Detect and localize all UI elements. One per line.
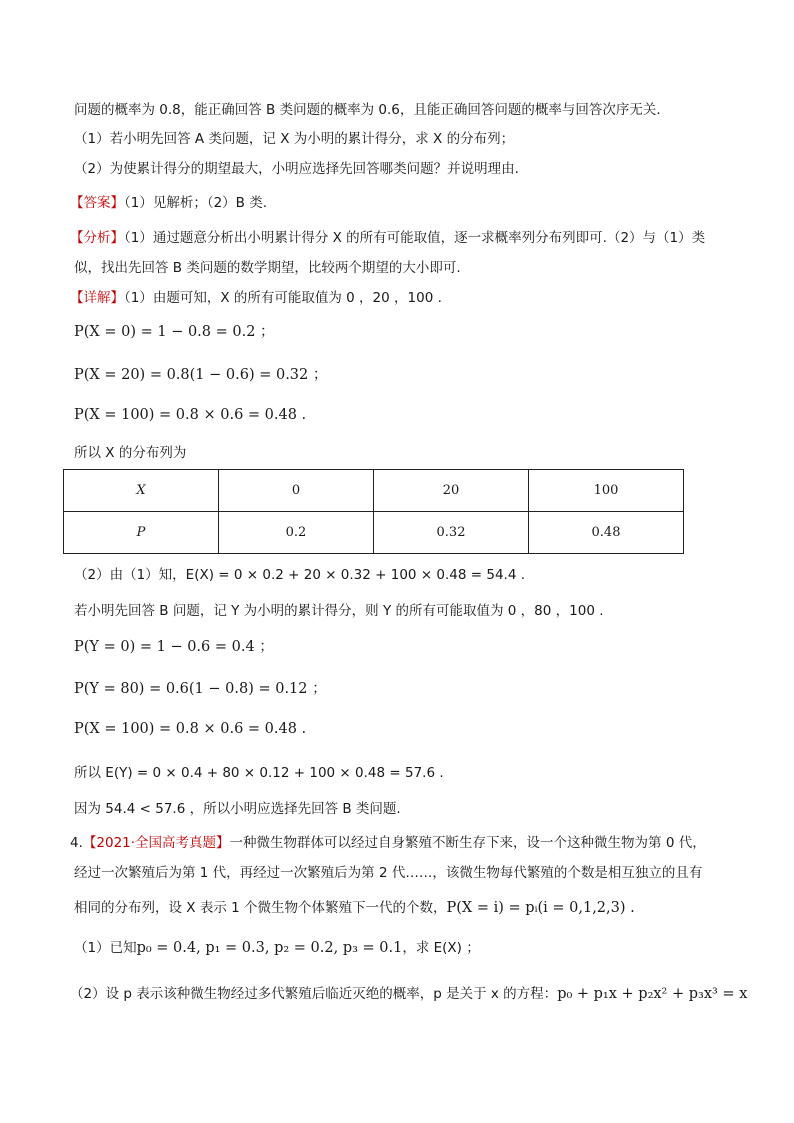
distribution-formula: P(X = i) = pᵢ(i = 0,1,2,3) . — [446, 900, 635, 916]
table-row — [64, 470, 684, 512]
expectation-y: 所以 E(Y) = 0 × 0.4 + 80 × 0.12 + 100 × 0.48 = 57.6 . — [74, 765, 444, 781]
question-4-text-1: 一种微生物群体可以经过自身繁殖不断生存下来，设一个这种微生物为第 0 代， — [229, 835, 706, 851]
equation-formula: p₀ + p₁x + p₂x² + p₃x³ = x — [557, 986, 748, 1002]
analysis-tag: 【分析】 — [70, 230, 124, 246]
table-cell: 0 — [219, 470, 374, 512]
analysis-line-2: 似，找出先回答 B 类问题的数学期望，比较两个期望的大小即可. — [74, 260, 461, 276]
table-row — [64, 512, 684, 554]
question-4-part-2 — [70, 984, 747, 1004]
part2-intro: （2）由（1）知，E(X) = 0 × 0.2 + 20 × 0.32 + 100 × 0.48 = 54.4 . — [74, 567, 526, 583]
part-1-prefix: （1）已知 — [74, 940, 137, 956]
detail-line — [70, 288, 442, 308]
answer-line — [70, 193, 267, 213]
part-2-prefix: （2）设 p 表示该种微生物经过多代繁殖后临近灭绝的概率，p 是关于 x 的方程： — [70, 986, 558, 1002]
conclusion: 因为 54.4 < 57.6 ，所以小明应选择先回答 B 类问题. — [74, 801, 401, 817]
analysis-line-1 — [70, 228, 705, 248]
probabilities-formula: p₀ = 0.4, p₁ = 0.3, p₂ = 0.2, p₃ = 0.1 — [136, 940, 403, 956]
detail-text: （1）由题可知，X 的所有可能取值为 0 ，20 ，100 . — [124, 290, 442, 306]
question-4-part-1 — [74, 938, 480, 958]
table-cell: 100 — [529, 470, 684, 512]
table-cell: P — [64, 512, 219, 554]
intro-line: 问题的概率为 0.8，能正确回答 B 类问题的概率为 0.6，且能正确回答问题的概率与回答次序无关. — [74, 102, 661, 118]
question-4-text-3: 相同的分布列，设 X 表示 1 个微生物个体繁殖下一代的个数， — [74, 900, 447, 916]
part2-b-line: 若小明先回答 B 问题，记 Y 为小明的累计得分，则 Y 的所有可能取值为 0 ，80 ，100 . — [74, 603, 604, 619]
answer-text: （1）见解析；（2）B 类. — [124, 195, 268, 211]
table-cell: 0.2 — [219, 512, 374, 554]
part-1-suffix: ，求 E(X) ； — [402, 940, 480, 956]
equation-6: P(X = 100) = 0.8 × 0.6 = 0.48 . — [74, 721, 307, 737]
table-cell: 20 — [374, 470, 529, 512]
equation-2: P(X = 20) = 0.8(1 − 0.6) = 0.32 ； — [74, 367, 328, 383]
distribution-intro: 所以 X 的分布列为 — [74, 445, 187, 461]
equation-3: P(X = 100) = 0.8 × 0.6 = 0.48 . — [74, 407, 307, 423]
source-tag: 【2021·全国高考真题】 — [82, 835, 230, 851]
equation-5: P(Y = 80) = 0.6(1 − 0.8) = 0.12 ； — [74, 681, 327, 697]
distribution-table — [63, 469, 684, 554]
table-cell: 0.48 — [529, 512, 684, 554]
question-4-line-3 — [74, 898, 635, 918]
table-cell: 0.32 — [374, 512, 529, 554]
analysis-text-1: （1）通过题意分析出小明累计得分 X 的所有可能取值，逐一求概率列分布列即可.（2）与（1）类 — [124, 230, 706, 246]
detail-tag: 【详解】 — [70, 290, 124, 306]
answer-tag: 【答案】 — [70, 195, 124, 211]
question-number: 4. — [70, 835, 83, 851]
question-1: （1）若小明先回答 A 类问题，记 X 为小明的累计得分，求 X 的分布列； — [74, 131, 515, 147]
question-4-line-1 — [70, 833, 706, 853]
equation-1: P(X = 0) = 1 − 0.8 = 0.2 ； — [74, 324, 275, 340]
question-4-line-2: 经过一次繁殖后为第 1 代，再经过一次繁殖后为第 2 代……，该微生物每代繁殖的个数是相互独立的且有 — [74, 865, 703, 881]
question-2: （2）为使累计得分的期望最大，小明应选择先回答哪类问题？并说明理由. — [74, 161, 519, 177]
table-cell: X — [64, 470, 219, 512]
equation-4: P(Y = 0) = 1 − 0.6 = 0.4 ； — [74, 639, 274, 655]
